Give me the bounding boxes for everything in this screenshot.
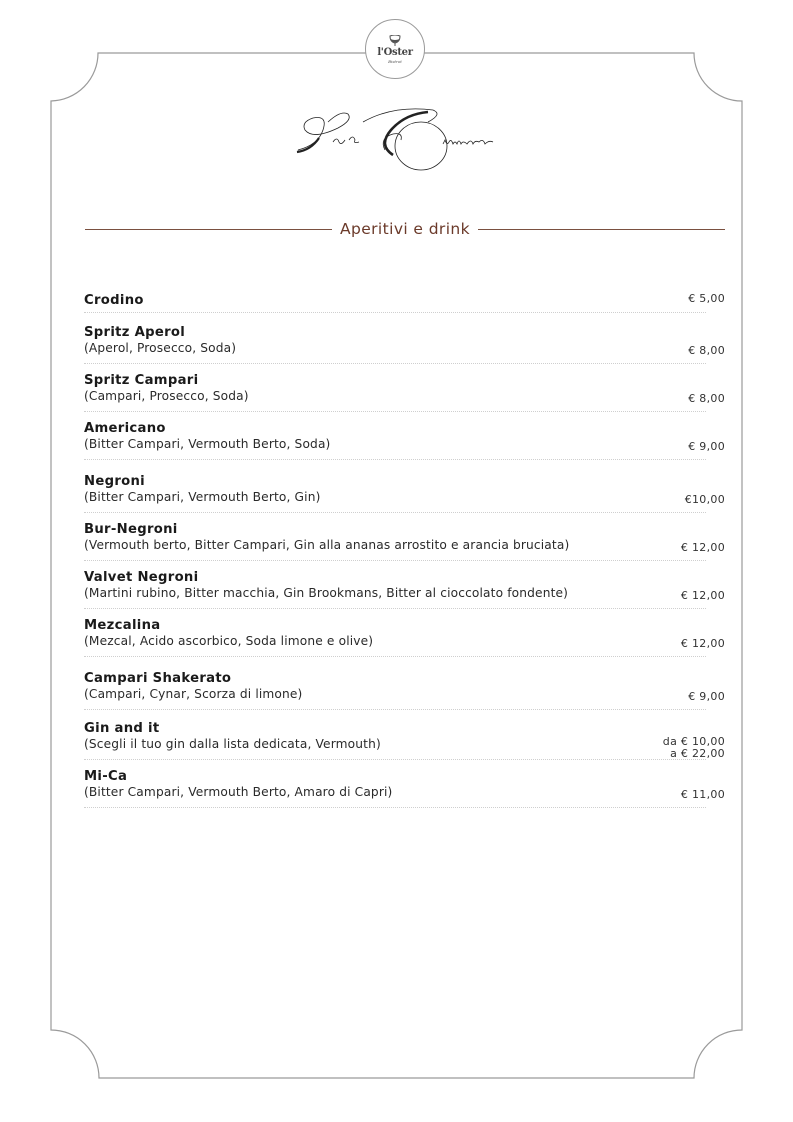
item-name: Valvet Negroni bbox=[84, 570, 199, 585]
item-description: (Aperol, Prosecco, Soda) bbox=[84, 341, 237, 355]
item-description: (Campari, Prosecco, Soda) bbox=[84, 389, 249, 403]
item-separator bbox=[84, 312, 706, 313]
heading-rule-right bbox=[478, 229, 725, 230]
item-name: Spritz Campari bbox=[84, 373, 199, 388]
item-separator bbox=[84, 411, 706, 412]
item-price: € 9,00 bbox=[688, 440, 725, 453]
item-name: Mezcalina bbox=[84, 618, 161, 633]
item-description: (Vermouth berto, Bitter Campari, Gin alla ananas arrostito e arancia bruciata) bbox=[84, 538, 570, 552]
item-description: (Scegli il tuo gin dalla lista dedicata, Vermouth) bbox=[84, 737, 381, 751]
item-price: € 8,00 bbox=[688, 344, 725, 357]
item-separator bbox=[84, 459, 706, 460]
item-separator bbox=[84, 560, 706, 561]
item-price: da € 10,00 bbox=[662, 735, 725, 748]
item-description: (Martini rubino, Bitter macchia, Gin Brookmans, Bitter al cioccolato fondente) bbox=[84, 586, 569, 600]
item-name: Mi-Ca bbox=[84, 769, 128, 784]
item-name: Bur-Negroni bbox=[84, 522, 178, 537]
item-separator bbox=[84, 512, 706, 513]
item-description: (Bitter Campari, Vermouth Berto, Soda) bbox=[84, 437, 331, 451]
item-description: (Bitter Campari, Vermouth Berto, Amaro di Capri) bbox=[84, 785, 393, 799]
item-name: Negroni bbox=[84, 474, 145, 489]
item-description: (Campari, Cynar, Scorza di limone) bbox=[84, 687, 303, 701]
item-separator bbox=[84, 759, 706, 760]
restaurant-logo bbox=[365, 19, 425, 79]
wine-glass-icon bbox=[387, 35, 403, 47]
item-price: € 11,00 bbox=[680, 788, 725, 801]
heading-rule-left bbox=[85, 229, 332, 230]
item-price: € 12,00 bbox=[680, 637, 725, 650]
item-price: € 8,00 bbox=[688, 392, 725, 405]
item-price-max: a € 22,00 bbox=[670, 747, 725, 760]
section-title: Aperitivi e drink bbox=[339, 220, 471, 238]
item-separator bbox=[84, 363, 706, 364]
item-name: Americano bbox=[84, 421, 166, 436]
item-separator bbox=[84, 709, 706, 710]
logo-subtitle: Bistrot bbox=[388, 58, 402, 64]
item-name: Campari Shakerato bbox=[84, 671, 232, 686]
section-heading bbox=[85, 217, 725, 241]
item-name: Gin and it bbox=[84, 721, 160, 736]
item-separator bbox=[84, 608, 706, 609]
item-name: Crodino bbox=[84, 293, 144, 308]
pre-dinner-script-title bbox=[293, 100, 503, 175]
item-separator bbox=[84, 807, 706, 808]
item-separator bbox=[84, 656, 706, 657]
item-price: € 5,00 bbox=[688, 292, 725, 305]
item-description: (Bitter Campari, Vermouth Berto, Gin) bbox=[84, 490, 321, 504]
item-price: € 9,00 bbox=[688, 690, 725, 703]
item-price: €10,00 bbox=[684, 493, 725, 506]
logo-name: l'Oster bbox=[377, 46, 413, 58]
item-description: (Mezcal, Acido ascorbico, Soda limone e olive) bbox=[84, 634, 374, 648]
item-name: Spritz Aperol bbox=[84, 325, 186, 340]
item-price: € 12,00 bbox=[680, 589, 725, 602]
item-price: € 12,00 bbox=[680, 541, 725, 554]
